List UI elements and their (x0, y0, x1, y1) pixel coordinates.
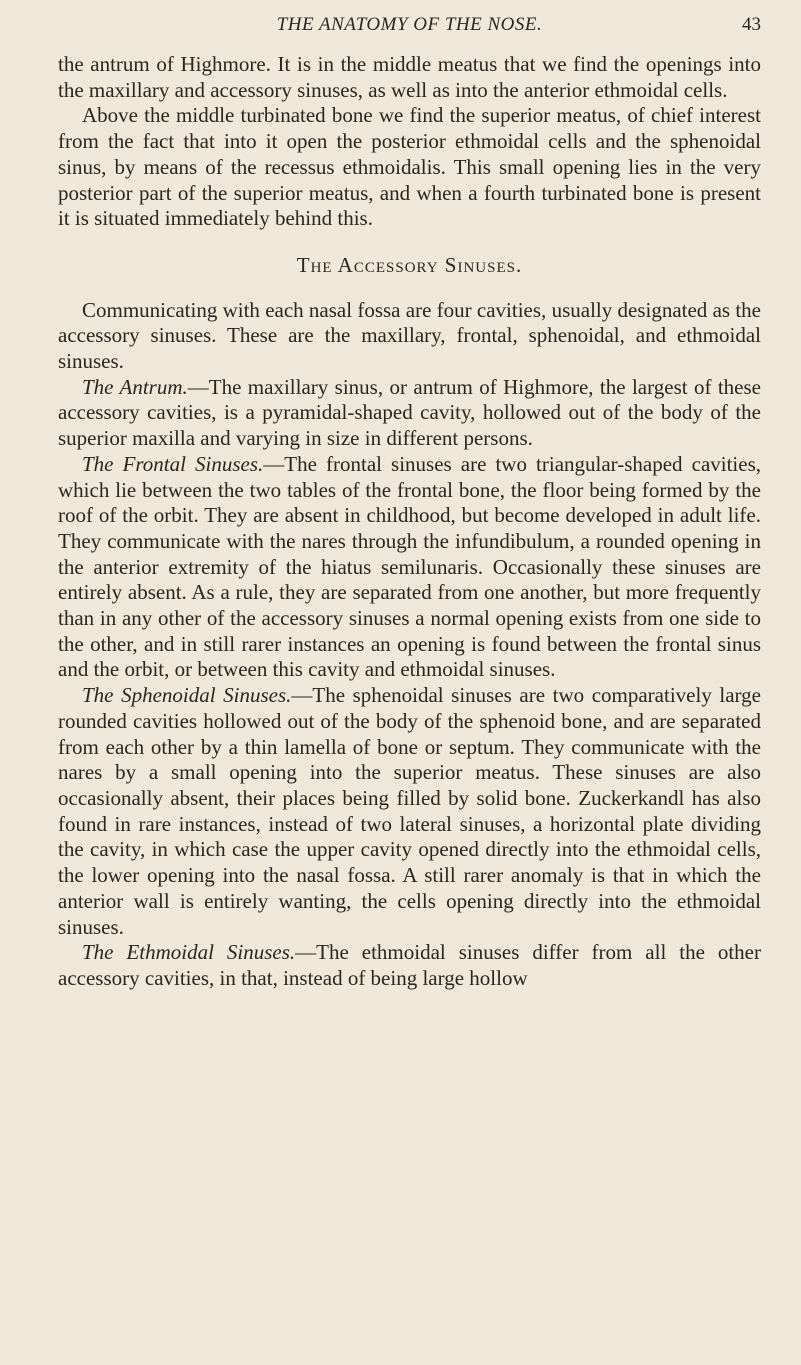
paragraph-text: Above the middle turbinated bone we find the superior meatus, of chief interest from the fact that into it open the posterior ethmoidal cells and the sphenoidal sinus, by means of the recessus ethmoidalis. This small opening lies in the very posterior part of the superior meatus, and when a fourth turbinated bone is present it is situated immediately behind this. (58, 103, 761, 231)
paragraph (58, 683, 761, 940)
paragraphs-before-heading (58, 52, 761, 232)
body-text (58, 52, 761, 992)
paragraph-text: the antrum of Highmore. It is in the middle meatus that we find the openings into the maxillary and accessory sinuses, as well as into the anterior ethmoidal cells. (58, 52, 761, 102)
paragraph-text: —The frontal sinuses are two triangular-shaped cavities, which lie between the two tables of the frontal bone, the floor being formed by the roof of the orbit. They are absent in childhood, but become developed in adult life. They communicate with the nares through the infundibulum, a rounded opening in the anterior extremity of the hiatus semilunaris. Occasionally these sinuses are entirely absent. As a rule, they are separated from one another, but more frequently than in any other of the accessory sinuses a normal opening exists from one side to the other, and in still rarer instances an opening is found between the frontal sinus and the orbit, or between this cavity and ethmoidal sinuses. (58, 451, 762, 682)
paragraph-text: —The ethmoidal sinuses differ from all the other accessory cavities, in that, instead of being large hollow (58, 940, 761, 990)
page-number: 43 (742, 14, 761, 35)
paragraph (58, 375, 761, 452)
paragraph-text: —The maxillary sinus, or antrum of Highmore, the largest of these accessory cavities, is a pyramidal-shaped cavity, hollowed out of the body of the superior maxilla and varying in size in different persons. (58, 374, 761, 451)
paragraph (58, 52, 761, 103)
page-header (58, 14, 761, 40)
running-title: THE ANATOMY OF THE NOSE. (276, 14, 543, 35)
paragraph (58, 103, 761, 232)
paragraph-lead: The Frontal Sinuses. (82, 451, 264, 476)
paragraph-lead: The Sphenoidal Sinuses. (82, 683, 292, 708)
paragraph-lead: The Antrum. (82, 374, 188, 399)
section-heading: The Accessory Sinuses. (296, 252, 523, 277)
paragraph-text: —The sphenoidal sinuses are two comparatively large rounded cavities hollowed out of the body of the sphenoid bone, and are separated from each other by a thin lamella of bone or septum. They communicate with the nares by a small opening into the superior meatus. These sinuses are also occasionally absent, their places being filled by solid bone. Zuckerkandl has also found in rare instances, instead of two lateral sinuses, a horizontal plate dividing the cavity, in which case the upper cavity opened directly into the ethmoidal cells, the lower opening into the nasal fossa. A still rarer anomaly is that in which the anterior wall is entirely wanting, the cells opening directly into the ethmoidal sinuses. (58, 683, 761, 939)
paragraph (58, 940, 761, 991)
paragraph (58, 452, 761, 683)
paragraph-text: Communicating with each nasal fossa are four cavities, usually designated as the accessory sinuses. These are the maxillary, frontal, sphenoidal, and ethmoidal sinuses. (58, 297, 761, 374)
paragraph (58, 298, 761, 375)
paragraphs-after-heading (58, 298, 761, 992)
paragraph-lead: The Ethmoidal Sinuses. (82, 940, 296, 965)
